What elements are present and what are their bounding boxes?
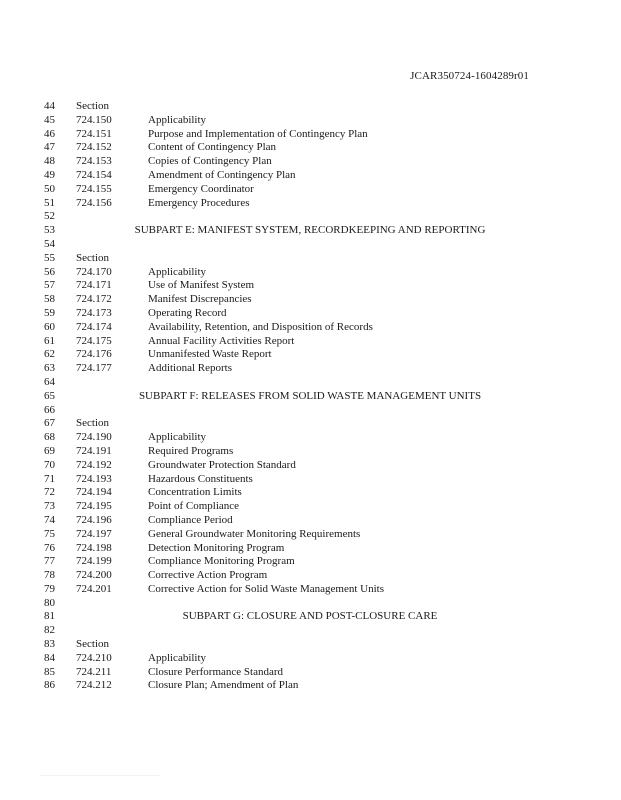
- numbered-line: [0, 100, 621, 114]
- section-title: Concentration Limits: [148, 486, 242, 499]
- section-number: 724.155: [76, 182, 112, 195]
- section-title: Closure Performance Standard: [148, 665, 284, 678]
- section-title: Amendment of Contingency Plan: [148, 168, 296, 181]
- line-number: 75: [44, 527, 55, 540]
- section-number: 724.172: [76, 293, 112, 306]
- section-number: 724.153: [76, 155, 112, 168]
- section-number: 724.151: [76, 127, 112, 140]
- line-list: [0, 100, 621, 693]
- numbered-line: [0, 652, 621, 666]
- line-number: 58: [44, 293, 55, 306]
- numbered-line: [0, 597, 621, 611]
- section-title: Corrective Action Program: [148, 569, 268, 582]
- line-number: 71: [44, 472, 55, 485]
- numbered-line: [0, 376, 621, 390]
- section-title: Additional Reports: [148, 362, 233, 375]
- numbered-line: [0, 252, 621, 266]
- line-number: 73: [44, 500, 55, 513]
- numbered-line: [0, 445, 621, 459]
- line-number: 81: [44, 610, 55, 623]
- line-number: 65: [44, 389, 55, 402]
- line-number: 50: [44, 182, 55, 195]
- line-number: 70: [44, 458, 55, 471]
- numbered-line: [0, 279, 621, 293]
- line-number: 83: [44, 638, 55, 651]
- section-number: Section: [76, 251, 109, 264]
- numbered-line: [0, 210, 621, 224]
- line-number: 80: [44, 596, 55, 609]
- line-number: 57: [44, 279, 55, 292]
- section-title: Compliance Period: [148, 513, 233, 526]
- section-title: Purpose and Implementation of Contingency Plan: [148, 127, 368, 140]
- section-title: Corrective Action for Solid Waste Management Units: [148, 582, 384, 595]
- numbered-line: [0, 362, 621, 376]
- section-title: Operating Record: [148, 306, 227, 319]
- numbered-line: [0, 266, 621, 280]
- numbered-line: [0, 583, 621, 597]
- section-title: Hazardous Constituents: [148, 472, 253, 485]
- section-title: Closure Plan; Amendment of Plan: [148, 679, 299, 692]
- section-title: Required Programs: [148, 444, 234, 457]
- line-number: 86: [44, 679, 55, 692]
- numbered-line: [0, 321, 621, 335]
- section-number: 724.201: [76, 582, 112, 595]
- line-number: 77: [44, 555, 55, 568]
- numbered-line: [0, 486, 621, 500]
- subpart-heading: SUBPART E: MANIFEST SYSTEM, RECORDKEEPING AND REPORTING: [134, 224, 486, 237]
- section-number: 724.170: [76, 265, 112, 278]
- subpart-heading: SUBPART G: CLOSURE AND POST-CLOSURE CARE: [182, 610, 438, 623]
- section-number: 724.173: [76, 306, 112, 319]
- section-number: 724.211: [76, 665, 112, 678]
- section-number: 724.197: [76, 527, 112, 540]
- numbered-line: [0, 335, 621, 349]
- line-number: 63: [44, 362, 55, 375]
- section-number: 724.210: [76, 651, 112, 664]
- numbered-line: [0, 666, 621, 680]
- numbered-line: [0, 238, 621, 252]
- section-number: 724.156: [76, 196, 112, 209]
- line-number: 53: [44, 224, 55, 237]
- numbered-line: [0, 197, 621, 211]
- subpart-heading-line: [0, 390, 621, 404]
- section-title: Applicability: [148, 431, 207, 444]
- section-number: Section: [76, 417, 109, 430]
- section-number: 724.195: [76, 500, 112, 513]
- line-number: 82: [44, 624, 55, 637]
- section-title: Emergency Coordinator: [148, 182, 254, 195]
- footer-mark: [40, 775, 160, 776]
- numbered-line: [0, 404, 621, 418]
- section-number: 724.212: [76, 679, 112, 692]
- section-number: Section: [76, 100, 109, 112]
- section-number: 724.176: [76, 348, 112, 361]
- numbered-line: [0, 555, 621, 569]
- section-number: 724.154: [76, 168, 112, 181]
- line-number: 78: [44, 569, 55, 582]
- line-number: 56: [44, 265, 55, 278]
- numbered-line: [0, 542, 621, 556]
- section-title: Detection Monitoring Program: [148, 541, 285, 554]
- line-number: 79: [44, 582, 55, 595]
- numbered-line: [0, 348, 621, 362]
- numbered-line: [0, 114, 621, 128]
- numbered-line: [0, 569, 621, 583]
- section-number: 724.152: [76, 141, 112, 154]
- numbered-line: [0, 128, 621, 142]
- numbered-line: [0, 624, 621, 638]
- section-number: 724.199: [76, 555, 112, 568]
- line-number: 46: [44, 127, 55, 140]
- section-number: 724.192: [76, 458, 112, 471]
- section-number: 724.196: [76, 513, 112, 526]
- subpart-heading-line: [0, 610, 621, 624]
- numbered-line: [0, 528, 621, 542]
- numbered-line: [0, 473, 621, 487]
- section-title: Use of Manifest System: [148, 279, 255, 292]
- line-number: 67: [44, 417, 55, 430]
- line-number: 66: [44, 403, 55, 416]
- numbered-line: [0, 169, 621, 183]
- section-number: 724.191: [76, 444, 112, 457]
- section-number: 724.198: [76, 541, 112, 554]
- line-number: 69: [44, 444, 55, 457]
- line-number: 74: [44, 513, 55, 526]
- line-number: 62: [44, 348, 55, 361]
- line-number: 68: [44, 431, 55, 444]
- numbered-line: [0, 141, 621, 155]
- line-number: 48: [44, 155, 55, 168]
- section-number: 724.150: [76, 113, 112, 126]
- section-title: Unmanifested Waste Report: [148, 348, 272, 361]
- line-number: 44: [44, 100, 55, 112]
- section-title: Emergency Procedures: [148, 196, 250, 209]
- numbered-line: [0, 638, 621, 652]
- numbered-line: [0, 417, 621, 431]
- section-title: Copies of Contingency Plan: [148, 155, 272, 168]
- section-number: 724.175: [76, 334, 112, 347]
- section-title: Availability, Retention, and Disposition of Records: [148, 320, 373, 333]
- section-number: 724.171: [76, 279, 112, 292]
- section-title: Content of Contingency Plan: [148, 141, 277, 154]
- numbered-line: [0, 679, 621, 693]
- line-number: 45: [44, 113, 55, 126]
- section-number: 724.194: [76, 486, 112, 499]
- section-number: Section: [76, 638, 109, 651]
- section-title: Compliance Monitoring Program: [148, 555, 295, 568]
- section-title: Point of Compliance: [148, 500, 240, 513]
- section-number: 724.190: [76, 431, 112, 444]
- numbered-line: [0, 514, 621, 528]
- section-title: Applicability: [148, 265, 207, 278]
- section-title: Annual Facility Activities Report: [148, 334, 295, 347]
- section-number: 724.200: [76, 569, 112, 582]
- numbered-line: [0, 293, 621, 307]
- line-number: 49: [44, 168, 55, 181]
- line-number: 61: [44, 334, 55, 347]
- section-number: 724.177: [76, 362, 112, 375]
- numbered-line: [0, 500, 621, 514]
- numbered-line: [0, 183, 621, 197]
- line-number: 85: [44, 665, 55, 678]
- line-number: 59: [44, 306, 55, 319]
- numbered-line: [0, 307, 621, 321]
- section-title: Groundwater Protection Standard: [148, 458, 296, 471]
- document-id: JCAR350724-1604289r01: [410, 70, 529, 82]
- line-number: 64: [44, 375, 55, 388]
- section-number: 724.174: [76, 320, 112, 333]
- numbered-line: [0, 431, 621, 445]
- line-number: 52: [44, 210, 55, 223]
- line-number: 84: [44, 651, 55, 664]
- section-number: 724.193: [76, 472, 112, 485]
- line-number: 72: [44, 486, 55, 499]
- line-number: 76: [44, 541, 55, 554]
- section-title: Applicability: [148, 651, 207, 664]
- numbered-line: [0, 155, 621, 169]
- numbered-line: [0, 459, 621, 473]
- line-number: 51: [44, 196, 55, 209]
- subpart-heading-line: [0, 224, 621, 238]
- subpart-heading: SUBPART F: RELEASES FROM SOLID WASTE MANAGEMENT UNITS: [138, 389, 482, 402]
- section-title: Manifest Discrepancies: [148, 293, 252, 306]
- section-title: Applicability: [148, 113, 207, 126]
- section-title: General Groundwater Monitoring Requirements: [148, 527, 361, 540]
- line-number: 60: [44, 320, 55, 333]
- line-number: 47: [44, 141, 55, 154]
- line-number: 54: [44, 237, 55, 250]
- line-number: 55: [44, 251, 55, 264]
